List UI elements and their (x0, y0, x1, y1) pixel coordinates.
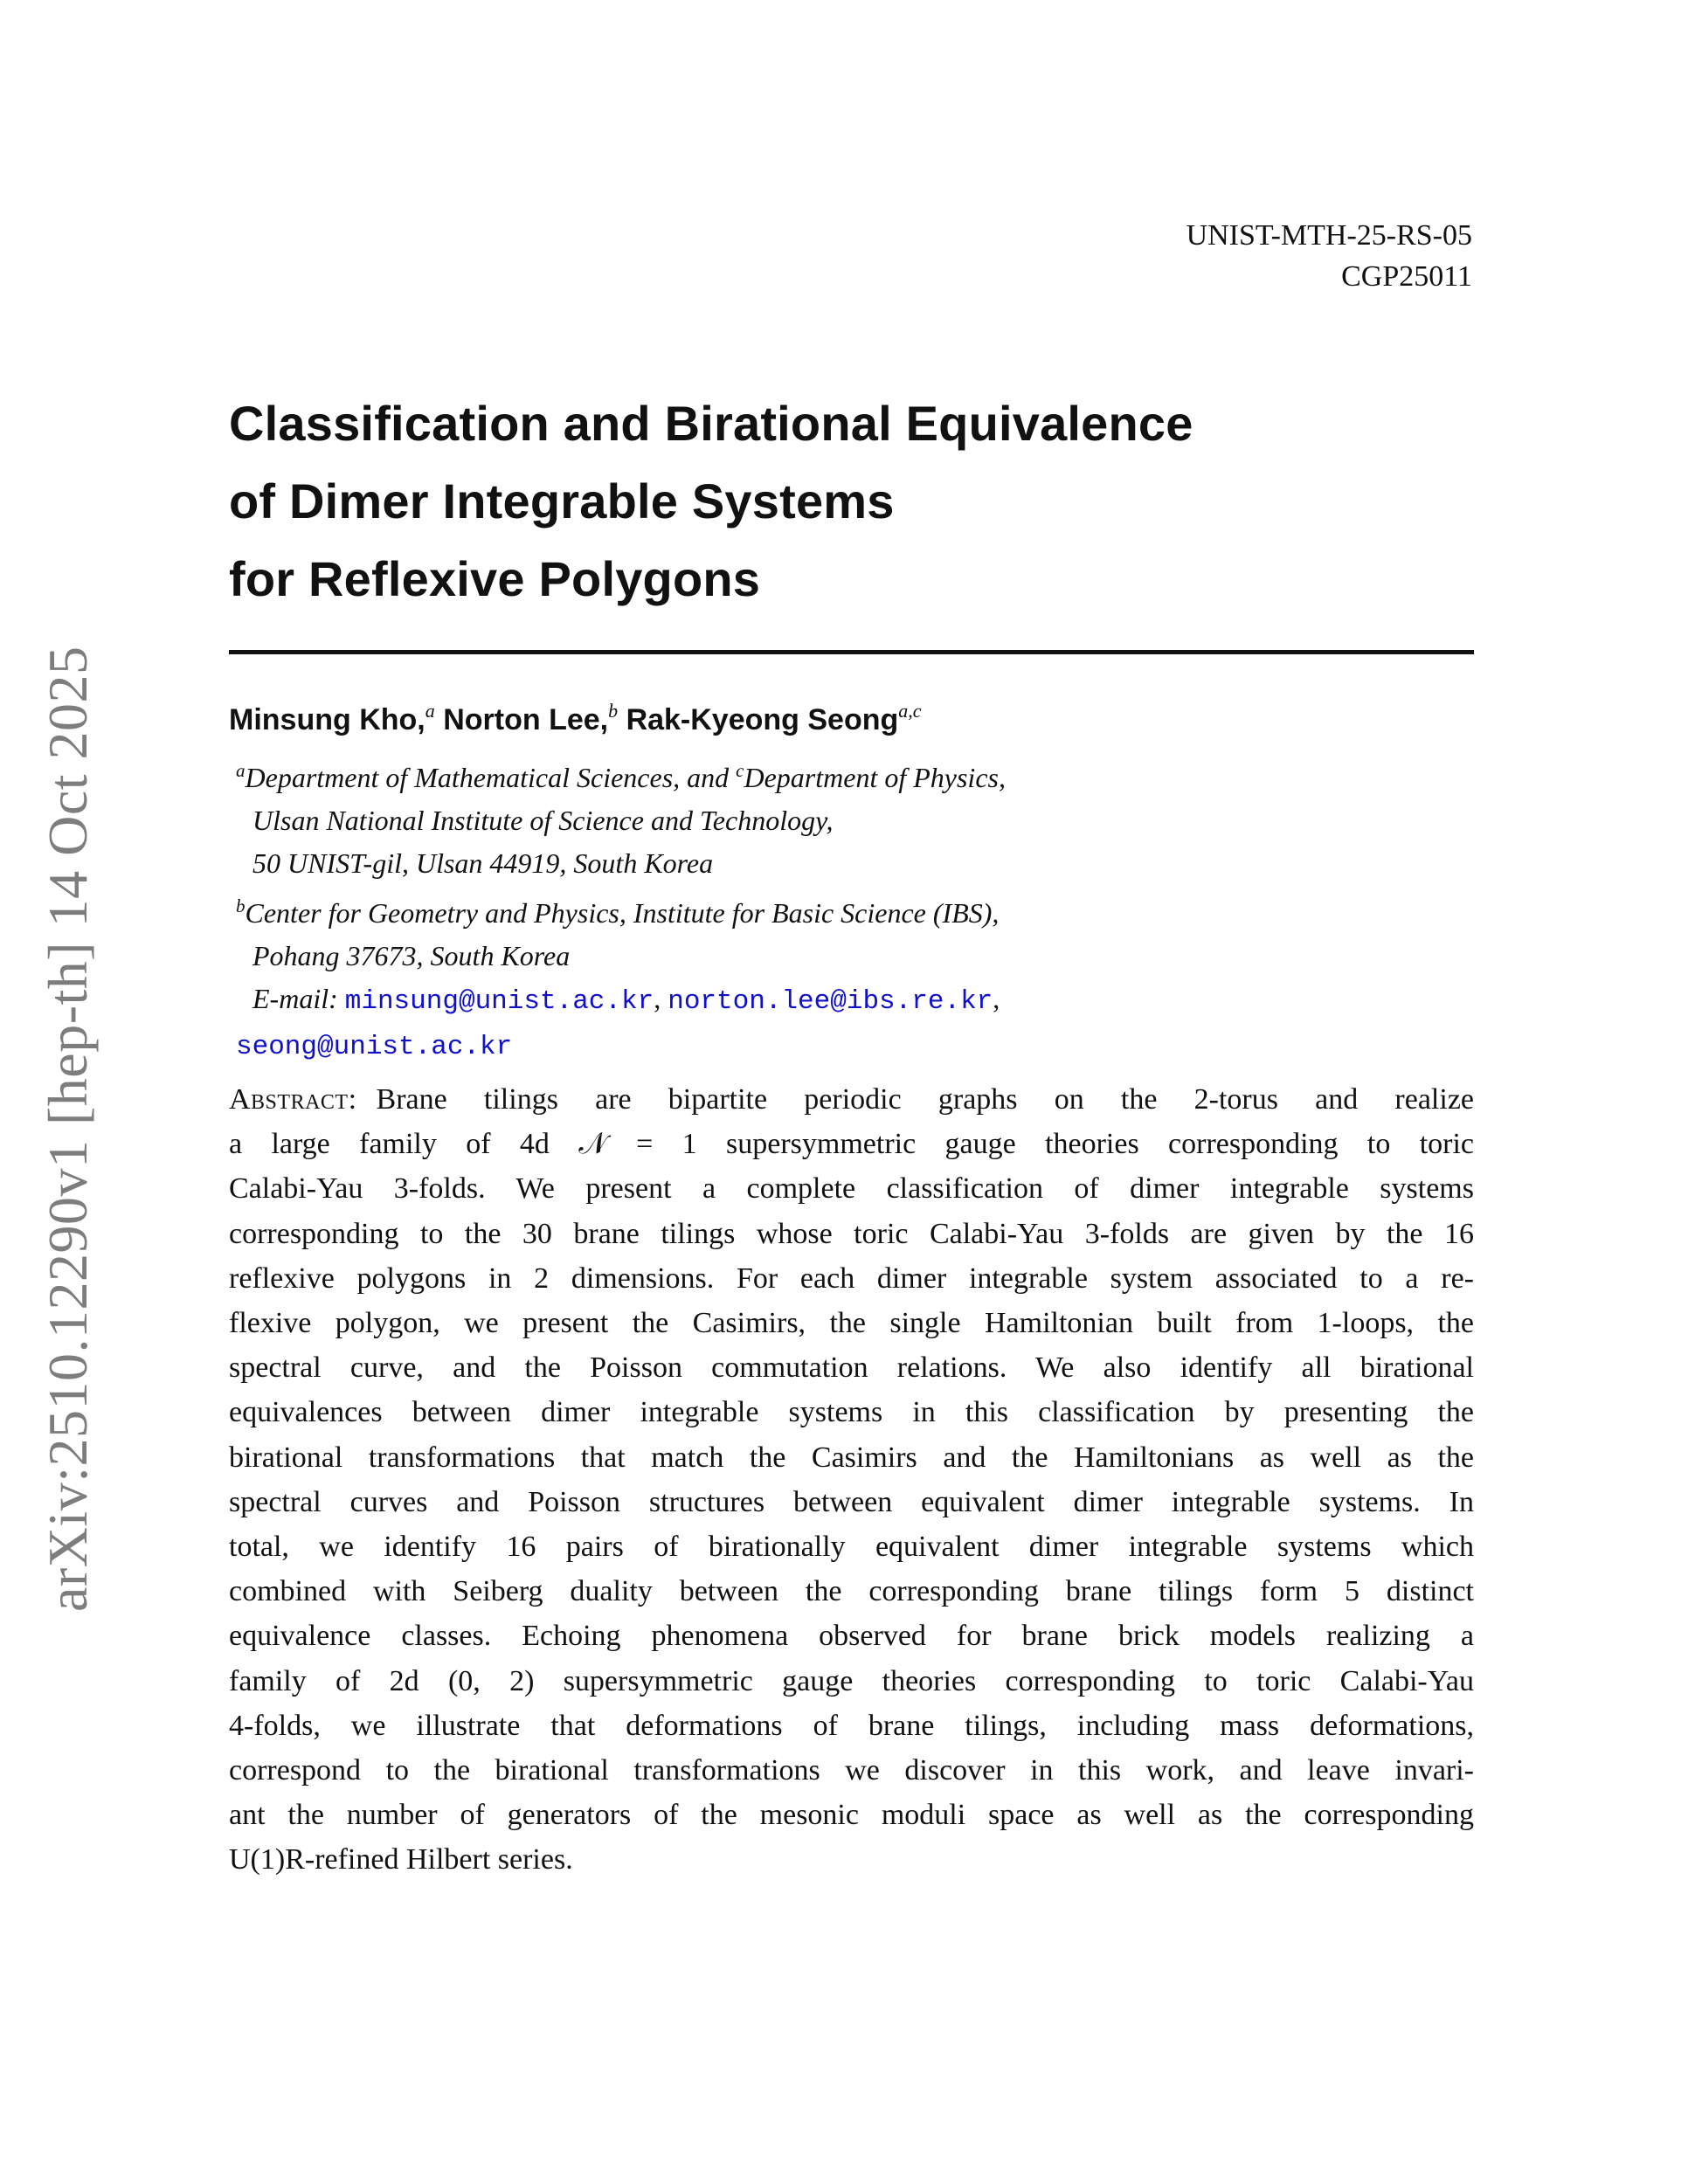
affiliation-mark: b (236, 895, 246, 916)
affiliation-line: Pohang 37673, South Korea (253, 940, 571, 971)
title-line-1: Classification and Birational Equivalence (229, 396, 1193, 451)
report-numbers (1186, 215, 1472, 297)
affiliation-line (236, 885, 1006, 935)
abstract-line: spectral curve, and the Poisson commutation relations. We also identify all birational (229, 1351, 1474, 1385)
abstract-text: Brane tilings are bipartite periodic graphs on the 2-torus and realize (376, 1083, 1474, 1116)
abstract-line: a large family of 4d 𝒩 = 1 supersymmetric gauge theories corresponding to toric (229, 1128, 1474, 1161)
affiliation-text: Center for Geometry and Physics, Institute for Basic Science (IBS), (245, 897, 1000, 929)
abstract-line: birational transformations that match the Casimirs and the Hamiltonians as well as the (229, 1441, 1474, 1474)
report-number-2: CGP25011 (1341, 260, 1472, 293)
affiliation-mark: a (236, 760, 246, 781)
abstract-line: family of 2d (0, 2) supersymmetric gauge theories corresponding to toric Calabi-Yau (229, 1664, 1474, 1697)
title-line-3: for Reflexive Polygons (229, 551, 761, 606)
affiliations (236, 750, 1006, 1068)
abstract-line (229, 1077, 1474, 1122)
author-affiliation-mark: b (608, 700, 619, 722)
abstract-line: U(1)R-refined Hilbert series. (229, 1843, 573, 1876)
author-affiliation-mark: a (425, 700, 435, 722)
author-name: Rak-Kyeong Seong (626, 703, 899, 736)
author-list (229, 699, 922, 741)
email-link-kho[interactable]: minsung@unist.ac.kr (344, 986, 654, 1017)
author-name: Norton Lee, (443, 703, 609, 736)
abstract-line: spectral curves and Poisson structures between equivalent dimer integrable systems. In (229, 1485, 1474, 1518)
affiliation-line: Ulsan National Institute of Science and Technology, (253, 805, 834, 836)
abstract-line: total, we identify 16 pairs of birationally equivalent dimer integrable systems which (229, 1531, 1474, 1564)
email-link-lee[interactable]: norton.lee@ibs.re.kr (668, 986, 993, 1017)
affiliation-text: Department of Mathematical Sciences, and (245, 762, 737, 793)
abstract-line: correspond to the birational transformations we discover in this work, and leave invari- (229, 1754, 1474, 1787)
abstract-line: equivalences between dimer integrable systems in this classification by presenting the (229, 1396, 1474, 1429)
affiliation-line: 50 UNIST-gil, Ulsan 44919, South Korea (253, 847, 714, 879)
email-label: E-mail: (253, 983, 338, 1014)
report-number-1: UNIST-MTH-25-RS-05 (1186, 219, 1472, 252)
abstract-heading: Abstract: (229, 1083, 357, 1116)
email-link-seong[interactable]: seong@unist.ac.kr (236, 1032, 513, 1062)
affiliation-mark: c (736, 760, 744, 781)
email-separator: , (654, 983, 661, 1014)
abstract-line: equivalence classes. Echoing phenomena observed for brane brick models realizing a (229, 1620, 1474, 1653)
affiliation-text: Department of Physics, (744, 762, 1006, 793)
arxiv-identifier-stamp: arXiv:2510.12290v1 [hep-th] 14 Oct 2025 (37, 646, 99, 1612)
author-name: Minsung Kho, (229, 703, 425, 736)
email-separator: , (993, 983, 1000, 1014)
abstract-line: corresponding to the 30 brane tilings whose toric Calabi-Yau 3-folds are given by the 16 (229, 1217, 1474, 1250)
title-line-2: of Dimer Integrable Systems (229, 473, 895, 529)
abstract-line: 4-folds, we illustrate that deformations of brane tilings, including mass deformations, (229, 1709, 1474, 1742)
email-line (236, 1023, 1006, 1068)
abstract-line: flexive polygon, we present the Casimirs, the single Hamiltonian built from 1-loops, the (229, 1307, 1474, 1340)
email-line (236, 978, 1006, 1023)
paper-title (229, 384, 1193, 618)
abstract (229, 1077, 1474, 1883)
author-affiliation-mark: a,c (898, 700, 922, 722)
abstract-line: ant the number of generators of the mesonic moduli space as well as the corresponding (229, 1799, 1474, 1832)
title-rule (229, 650, 1474, 654)
abstract-line: reflexive polygons in 2 dimensions. For each dimer integrable system associated to a re- (229, 1261, 1474, 1295)
abstract-line: combined with Seiberg duality between the corresponding brane tilings form 5 distinct (229, 1575, 1474, 1608)
abstract-line: Calabi-Yau 3-folds. We present a complete classification of dimer integrable systems (229, 1172, 1474, 1206)
affiliation-line (236, 750, 1006, 799)
